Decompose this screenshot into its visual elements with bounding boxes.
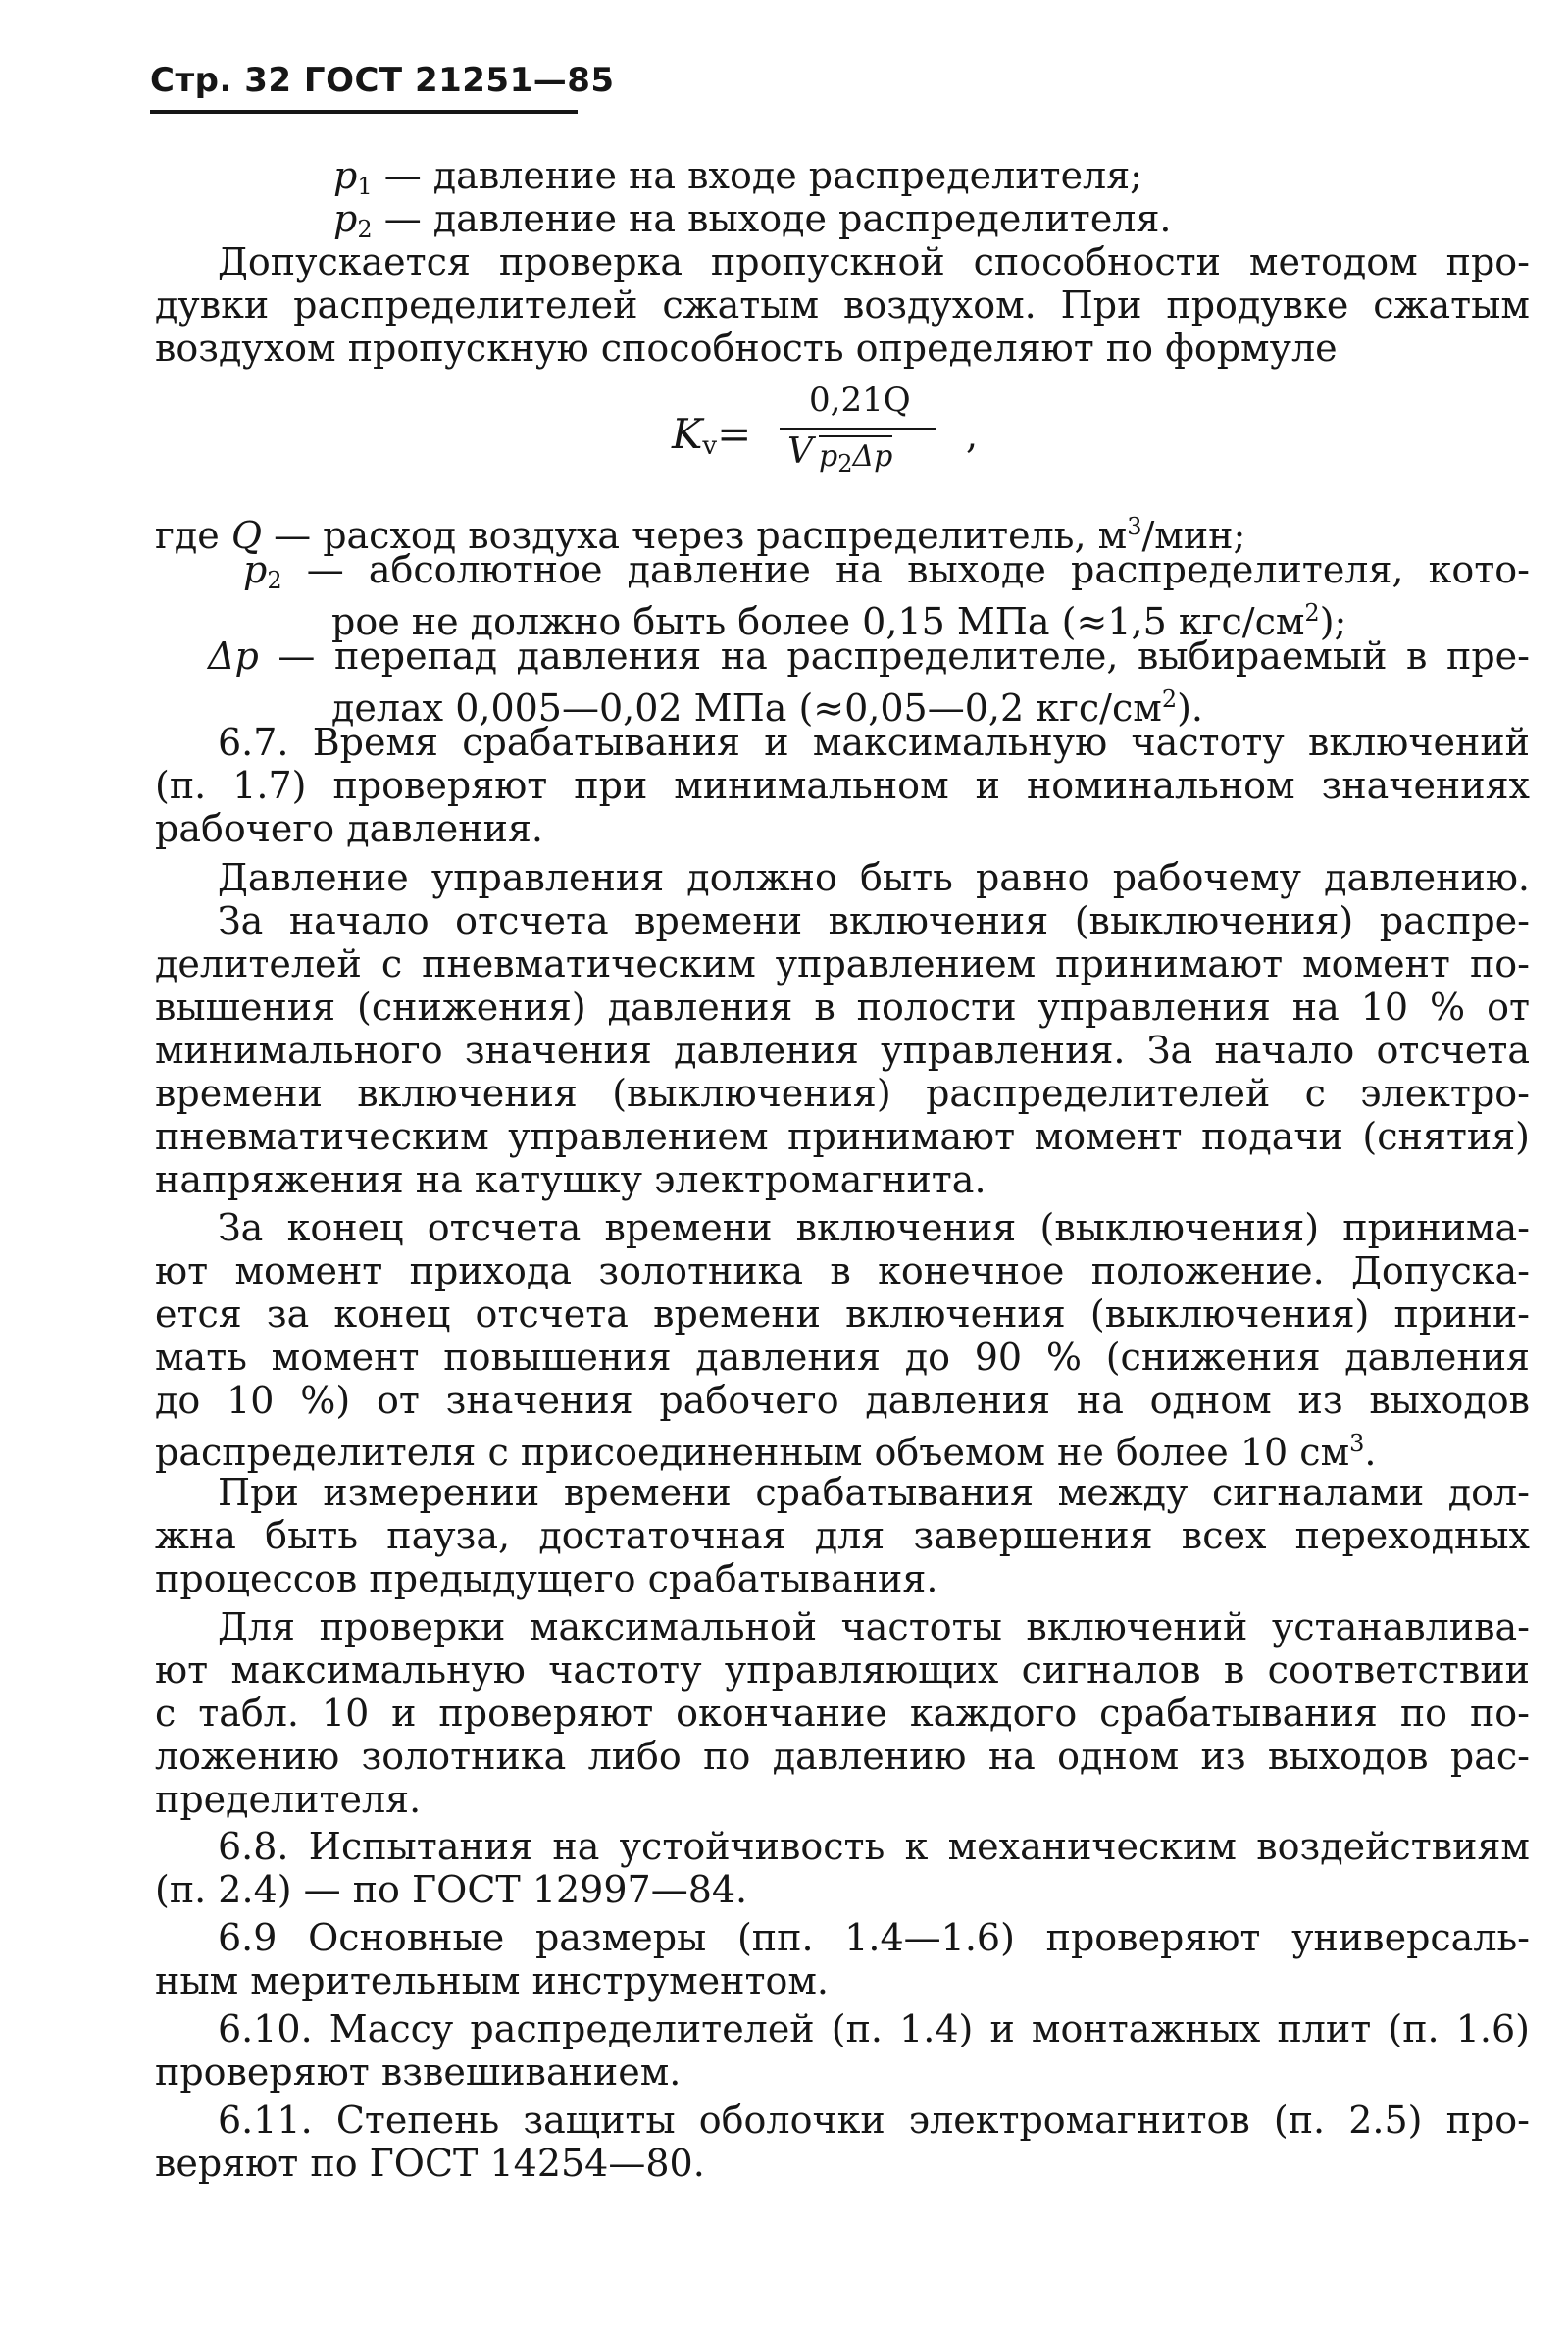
start-line-4: минимального значения давления управления. За начало отсчета xyxy=(155,1029,1530,1072)
dp-text-1: — перепад давления на распределителе, выбираемый в пре- xyxy=(258,634,1530,678)
control-pressure-line: Давление управления должно быть равно рабочему давлению. xyxy=(218,856,1530,899)
section-6-8-line-1: 6.8. Испытания на устойчивость к механическим воздействиям xyxy=(218,1825,1530,1868)
end-line-6-exp: 3 xyxy=(1349,1430,1365,1457)
formula-lhs xyxy=(672,410,751,461)
where-p2-symbol: p xyxy=(243,548,268,591)
air-test-line-3: воздухом пропускную способность определяют по формуле xyxy=(155,327,1338,370)
formula-comma: , xyxy=(966,414,979,457)
end-line-2: ют момент прихода золотника в конечное положение. Допуска- xyxy=(155,1249,1530,1292)
start-line-6: пневматическим управлением принимают момент подачи (снятия) xyxy=(155,1115,1530,1158)
section-6-9-line-2: ным мерительным инструментом. xyxy=(155,1959,830,2002)
max-freq-line-1: Для проверки максимальной частоты включений устанавлива- xyxy=(218,1605,1530,1648)
end-line-5: до 10 %) от значения рабочего давления на одном из выходов xyxy=(155,1379,1530,1422)
q-unit-exp: 3 xyxy=(1127,513,1142,540)
p1-symbol: p xyxy=(333,154,358,197)
start-line-2: делителей с пневматическим управлением принимают момент по- xyxy=(155,942,1530,986)
section-6-7-line-3: рабочего давления. xyxy=(155,807,543,850)
dp-text-2a: делах 0,005—0,02 МПа (≈0,05—0,2 кгс/см xyxy=(331,686,1162,730)
max-freq-line-2: ют максимальную частоту управляющих сигналов в соответствии xyxy=(155,1648,1530,1692)
page-header: Стр. 32 ГОСТ 21251—85 xyxy=(150,61,615,100)
pause-line-2: жна быть пауза, достаточная для завершения всех переходных xyxy=(155,1514,1530,1557)
section-6-11-line-2: веряют по ГОСТ 14254—80. xyxy=(155,2142,705,2185)
start-line-5: времени включения (выключения) распределителей с электро- xyxy=(155,1072,1530,1115)
q-symbol: Q xyxy=(230,514,263,557)
radicand-rest: Δp xyxy=(852,439,893,474)
max-freq-line-3: с табл. 10 и проверяют окончание каждого срабатывания по по- xyxy=(155,1692,1530,1735)
q-text-b: /мин; xyxy=(1141,514,1246,557)
p2-index: 2 xyxy=(357,216,373,243)
dp-text-2b: ). xyxy=(1177,686,1204,730)
section-6-8-line-2: (п. 2.4) — по ГОСТ 12997—84. xyxy=(155,1868,748,1911)
air-test-line-1: Допускается проверка пропускной способности методом про- xyxy=(218,240,1530,283)
formula-fraction-bar xyxy=(780,428,936,430)
pause-line-3: процессов предыдущего срабатывания. xyxy=(155,1557,938,1600)
radicand-index: 2 xyxy=(837,450,853,478)
end-line-1: За конец отсчета времени включения (выключения) принима- xyxy=(218,1206,1530,1249)
section-6-11-line-1: 6.11. Степень защиты оболочки электромагнитов (п. 2.5) про- xyxy=(218,2098,1530,2142)
start-line-3: вышения (снижения) давления в полости управления на 10 % от xyxy=(155,986,1530,1029)
end-line-6-tail: . xyxy=(1364,1431,1377,1474)
formula-equals: = xyxy=(717,410,752,458)
header-rule xyxy=(150,110,578,114)
pause-line-1: При измерении времени срабатывания между сигналами дол- xyxy=(218,1471,1530,1514)
flow-capacity-formula xyxy=(672,380,995,488)
end-line-4: мать момент повышения давления до 90 % (снижения давления xyxy=(155,1336,1530,1379)
max-freq-line-5: пределителя. xyxy=(155,1778,422,1821)
where-p2-text-2b: ); xyxy=(1319,600,1347,643)
where-p2-exp: 2 xyxy=(1304,599,1320,627)
q-text-a: — расход воздуха через распределитель, м xyxy=(262,514,1128,557)
where-p2-text-1: — абсолютное давление на выходе распределителя, кото- xyxy=(281,548,1530,591)
start-line-7: напряжения на катушку электромагнита. xyxy=(155,1158,986,1201)
p2-symbol: p xyxy=(333,197,358,240)
p2-text: — давление на выходе распределителя. xyxy=(372,197,1172,240)
dp-exp: 2 xyxy=(1161,685,1178,713)
where-p2-index: 2 xyxy=(267,567,282,594)
formula-root-sign: V xyxy=(787,431,813,472)
air-test-line-2: дувки распределителей сжатым воздухом. При продувке сжатым xyxy=(155,283,1530,327)
dp-symbol: Δp xyxy=(208,634,259,678)
formula-lhs-symbol: K xyxy=(672,410,703,458)
end-line-6 xyxy=(155,1422,1377,1474)
where-prefix: где xyxy=(155,514,231,557)
where-dp-line-1 xyxy=(208,634,1530,678)
section-6-10-line-1: 6.10. Массу распределителей (п. 1.4) и монтажных плит (п. 1.6) xyxy=(218,2007,1530,2050)
section-6-7-line-1: 6.7. Время срабатывания и максимальную частоту включений xyxy=(218,721,1530,764)
formula-lhs-index: v xyxy=(702,431,718,461)
section-6-7-line-2: (п. 1.7) проверяют при минимальном и номинальном значениях xyxy=(155,764,1530,807)
where-p2-text-2a: рое не должно быть более 0,15 МПа (≈1,5 кгс/см xyxy=(331,600,1305,643)
start-line-1: За начало отсчета времени включения (выключения) распре- xyxy=(218,899,1530,942)
formula-radicand xyxy=(819,435,892,478)
p1-text: — давление на входе распределителя; xyxy=(372,154,1142,197)
section-6-9-line-1: 6.9 Основные размеры (пп. 1.4—1.6) проверяют универсаль- xyxy=(218,1916,1530,1959)
radicand-p: p xyxy=(819,439,838,474)
section-6-10-line-2: проверяют взвешиванием. xyxy=(155,2050,682,2094)
end-line-3: ется за конец отсчета времени включения (выключения) прини- xyxy=(155,1292,1530,1336)
end-line-6-text: распределителя с присоединенным объемом не более 10 см xyxy=(155,1431,1350,1474)
formula-numerator: 0,21Q xyxy=(809,380,911,420)
max-freq-line-4: ложению золотника либо по давлению на одном из выходов рас- xyxy=(155,1735,1530,1778)
p1-index: 1 xyxy=(357,173,373,200)
